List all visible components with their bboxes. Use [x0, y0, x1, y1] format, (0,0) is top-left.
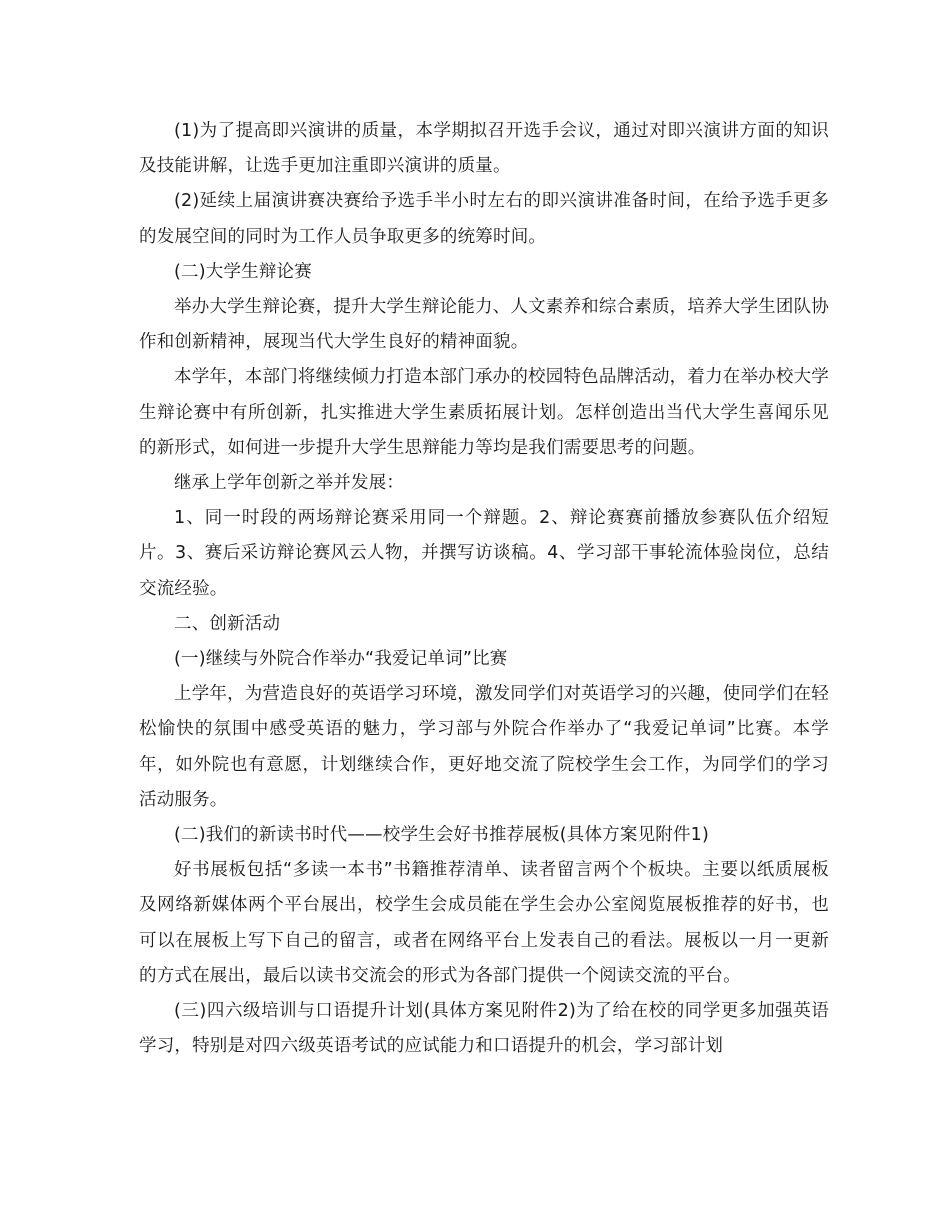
subheading-inherit-innovation: 继承上学年创新之举并发展： [174, 473, 405, 494]
section-heading-innovative-activities: 二、创新活动 [174, 613, 281, 634]
paragraph-debate-purpose: 举办大学生辩论赛，提升大学生辩论能力、人文素养和综合素质，培养大学生团队协作和创新精神，展现当代大学生良好的精神面貌。 [139, 297, 829, 353]
paragraph-book-board: 好书展板包括“多读一本书”书籍推荐清单、读者留言两个个板块。主要以纸质展板及网络新媒体两个平台展出，校学生会成员能在学生会办公室阅览展板推荐的好书，也可以在展板上写下自己的留言，或者在网络平台上发表自己的看法。展板以一月一更新的方式在展出，最后以读书交流会的形式为各部门提供一个阅读交流的平台。 [139, 860, 829, 986]
paragraph-innovation-list: 1、同一时段的两场辩论赛采用同一个辩题。2、辩论赛赛前播放参赛队伍介绍短片。3、赛后采访辩论赛风云人物，并撰写访谈稿。4、学习部干事轮流体验岗位，总结交流经验。 [139, 508, 829, 599]
subheading-book-board: (二)我们的新读书时代——校学生会好书推荐展板(具体方案见附件1) [174, 825, 710, 846]
document-body [139, 114, 829, 1064]
subheading-word-contest: (一)继续与外院合作举办“我爱记单词”比赛 [174, 649, 508, 670]
section-heading-debate: (二)大学生辩论赛 [174, 261, 312, 282]
paragraph-debate-plan: 本学年，本部门将继续倾力打造本部门承办的校园特色品牌活动，着力在举办校大学生辩论赛中有所创新，扎实推进大学生素质拓展计划。怎样创造出当代大学生喜闻乐见的新形式，如何进一步提升大学生思辩能力等均是我们需要思考的问题。 [139, 367, 829, 458]
paragraph-cet-training: (三)四六级培训与口语提升计划(具体方案见附件2)为了给在校的同学更多加强英语学习，特别是对四六级英语考试的应试能力和口语提升的机会，学习部计划 [139, 1001, 829, 1057]
paragraph-word-contest: 上学年，为营造良好的英语学习环境，激发同学们对英语学习的兴趣，使同学们在轻松愉快的氛围中感受英语的魅力，学习部与外院合作举办了“我爱记单词”比赛。本学年，如外院也有意愿，计划继续合作，更好地交流了院校学生会工作，为同学们的学习活动服务。 [139, 684, 829, 810]
paragraph-impromptu-meeting: (1)为了提高即兴演讲的质量，本学期拟召开选手会议，通过对即兴演讲方面的知识及技能讲解，让选手更加注重即兴演讲的质量。 [139, 121, 829, 177]
paragraph-impromptu-prep-time: (2)延续上届演讲赛决赛给予选手半小时左右的即兴演讲准备时间，在给予选手更多的发展空间的同时为工作人员争取更多的统筹时间。 [139, 191, 829, 247]
